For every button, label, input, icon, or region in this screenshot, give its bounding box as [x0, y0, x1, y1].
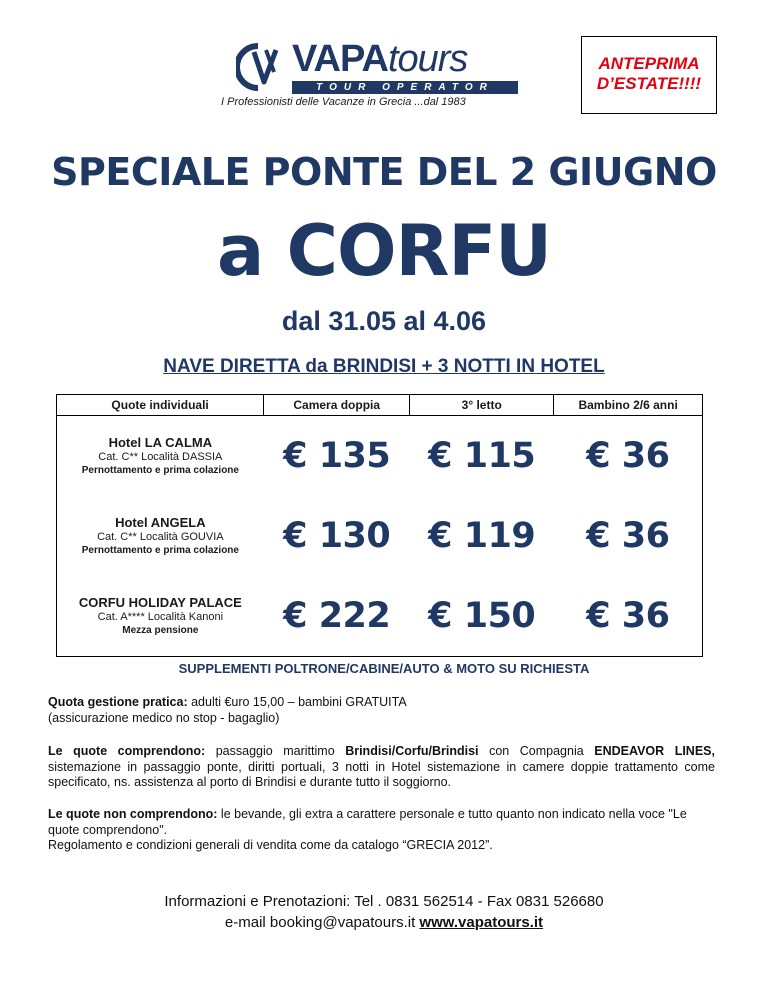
badge-line-1: ANTEPRIMA — [598, 54, 700, 73]
price-double: € 135 — [283, 436, 391, 476]
header-double-room: Camera doppia — [264, 395, 410, 416]
supplements-note: SUPPLEMENTI POLTRONE/CABINE/AUTO & MOTO SU RICHIESTA — [178, 661, 590, 676]
included-route: Brindisi/Corfu/Brindisi — [345, 744, 479, 758]
table-row — [57, 496, 703, 576]
price-third-bed: € 119 — [428, 516, 536, 556]
price-child: € 36 — [554, 416, 703, 497]
included-paragraph — [48, 744, 715, 791]
table-header-row — [57, 395, 703, 416]
hotel-category: Cat. A**** Località Kanoni — [97, 611, 224, 623]
included-text: con Compagnia — [478, 744, 595, 758]
table-row — [57, 576, 703, 657]
preview-badge — [581, 36, 717, 114]
price-double: € 222 — [264, 576, 410, 657]
price-third-bed: € 150 — [410, 576, 554, 657]
logo-subtitle-bar: TOUR OPERATOR — [292, 81, 518, 94]
included-label: Le quote comprendono: — [48, 744, 206, 758]
price-double: € 130 — [283, 516, 391, 556]
header-third-bed: 3° letto — [410, 395, 554, 416]
hotel-board: Pernottamento e prima colazione — [81, 544, 239, 556]
fees-text: adulti €uro 15,00 – bambini GRATUITA — [187, 695, 407, 709]
logo-mark-icon — [236, 40, 290, 94]
excluded-text: le bevande, gli extra a carattere personale e tutto quanto non indicato nella voce "Le quote comprendono". — [48, 807, 687, 837]
included-company: ENDEAVOR LINES, — [594, 744, 715, 758]
tagline: I Professionisti delle Vacanze in Grecia ...dal 1983 — [221, 96, 466, 108]
fees-label: Quota gestione pratica: — [48, 695, 188, 709]
contact-phone-fax: Informazioni e Prenotazioni: Tel . 0831 562514 - Fax 0831 526680 — [164, 893, 604, 910]
hotel-cell — [57, 496, 264, 576]
hotel-name: CORFU HOLIDAY PALACE — [78, 594, 242, 610]
contact-email-web — [0, 914, 768, 931]
main-title: SPECIALE PONTE DEL 2 GIUGNO — [51, 150, 717, 194]
website-link[interactable]: www.vapatours.it — [419, 914, 544, 931]
excluded-paragraph — [48, 807, 715, 854]
hotel-cell — [57, 416, 264, 497]
logo-brand: VAPAtours — [292, 38, 468, 80]
price-child: € 36 — [554, 496, 703, 576]
hotel-category: Cat. C** Località DASSIA — [98, 451, 223, 463]
header-child: Bambino 2/6 anni — [554, 395, 703, 416]
price-third-bed: € 115 — [428, 436, 536, 476]
fees-paragraph — [48, 695, 715, 726]
package-subheading: NAVE DIRETTA da BRINDISI + 3 NOTTI IN HOTEL — [163, 356, 605, 377]
excluded-label: Le quote non comprendono: — [48, 807, 218, 821]
price-table — [56, 394, 703, 657]
hotel-board: Pernottamento e prima colazione — [81, 464, 239, 476]
fees-insurance: (assicurazione medico no stop - bagaglio) — [48, 710, 280, 725]
table-row — [57, 416, 703, 497]
included-text: passaggio marittimo — [205, 744, 346, 758]
contact-email: e-mail booking@vapatours.it — [224, 914, 420, 931]
travel-dates: dal 31.05 al 4.06 — [281, 306, 487, 336]
header-quote: Quote individuali — [57, 395, 264, 416]
included-text: sistemazione in passaggio ponte, diritti portuali, 3 notti in Hotel sistemazione in camere doppie trattamento come specificato, ns. assistenza al porto di Brindisi e durante tutto il soggiorno. — [48, 759, 715, 789]
hotel-name: Hotel ANGELA — [115, 514, 206, 530]
hotel-name: Hotel LA CALMA — [108, 434, 213, 450]
hotel-category: Cat. C** Località GOUVIA — [97, 531, 224, 543]
vapatours-logo — [236, 40, 526, 96]
terms-text: Regolamento e condizioni generali di vendita come da catalogo “GRECIA 2012”. — [48, 838, 493, 852]
hotel-board: Mezza pensione — [122, 624, 199, 636]
badge-line-2: D’ESTATE!!!! — [596, 74, 702, 93]
destination-title: a CORFU — [216, 210, 552, 292]
hotel-cell — [57, 576, 264, 657]
price-child: € 36 — [554, 576, 703, 657]
